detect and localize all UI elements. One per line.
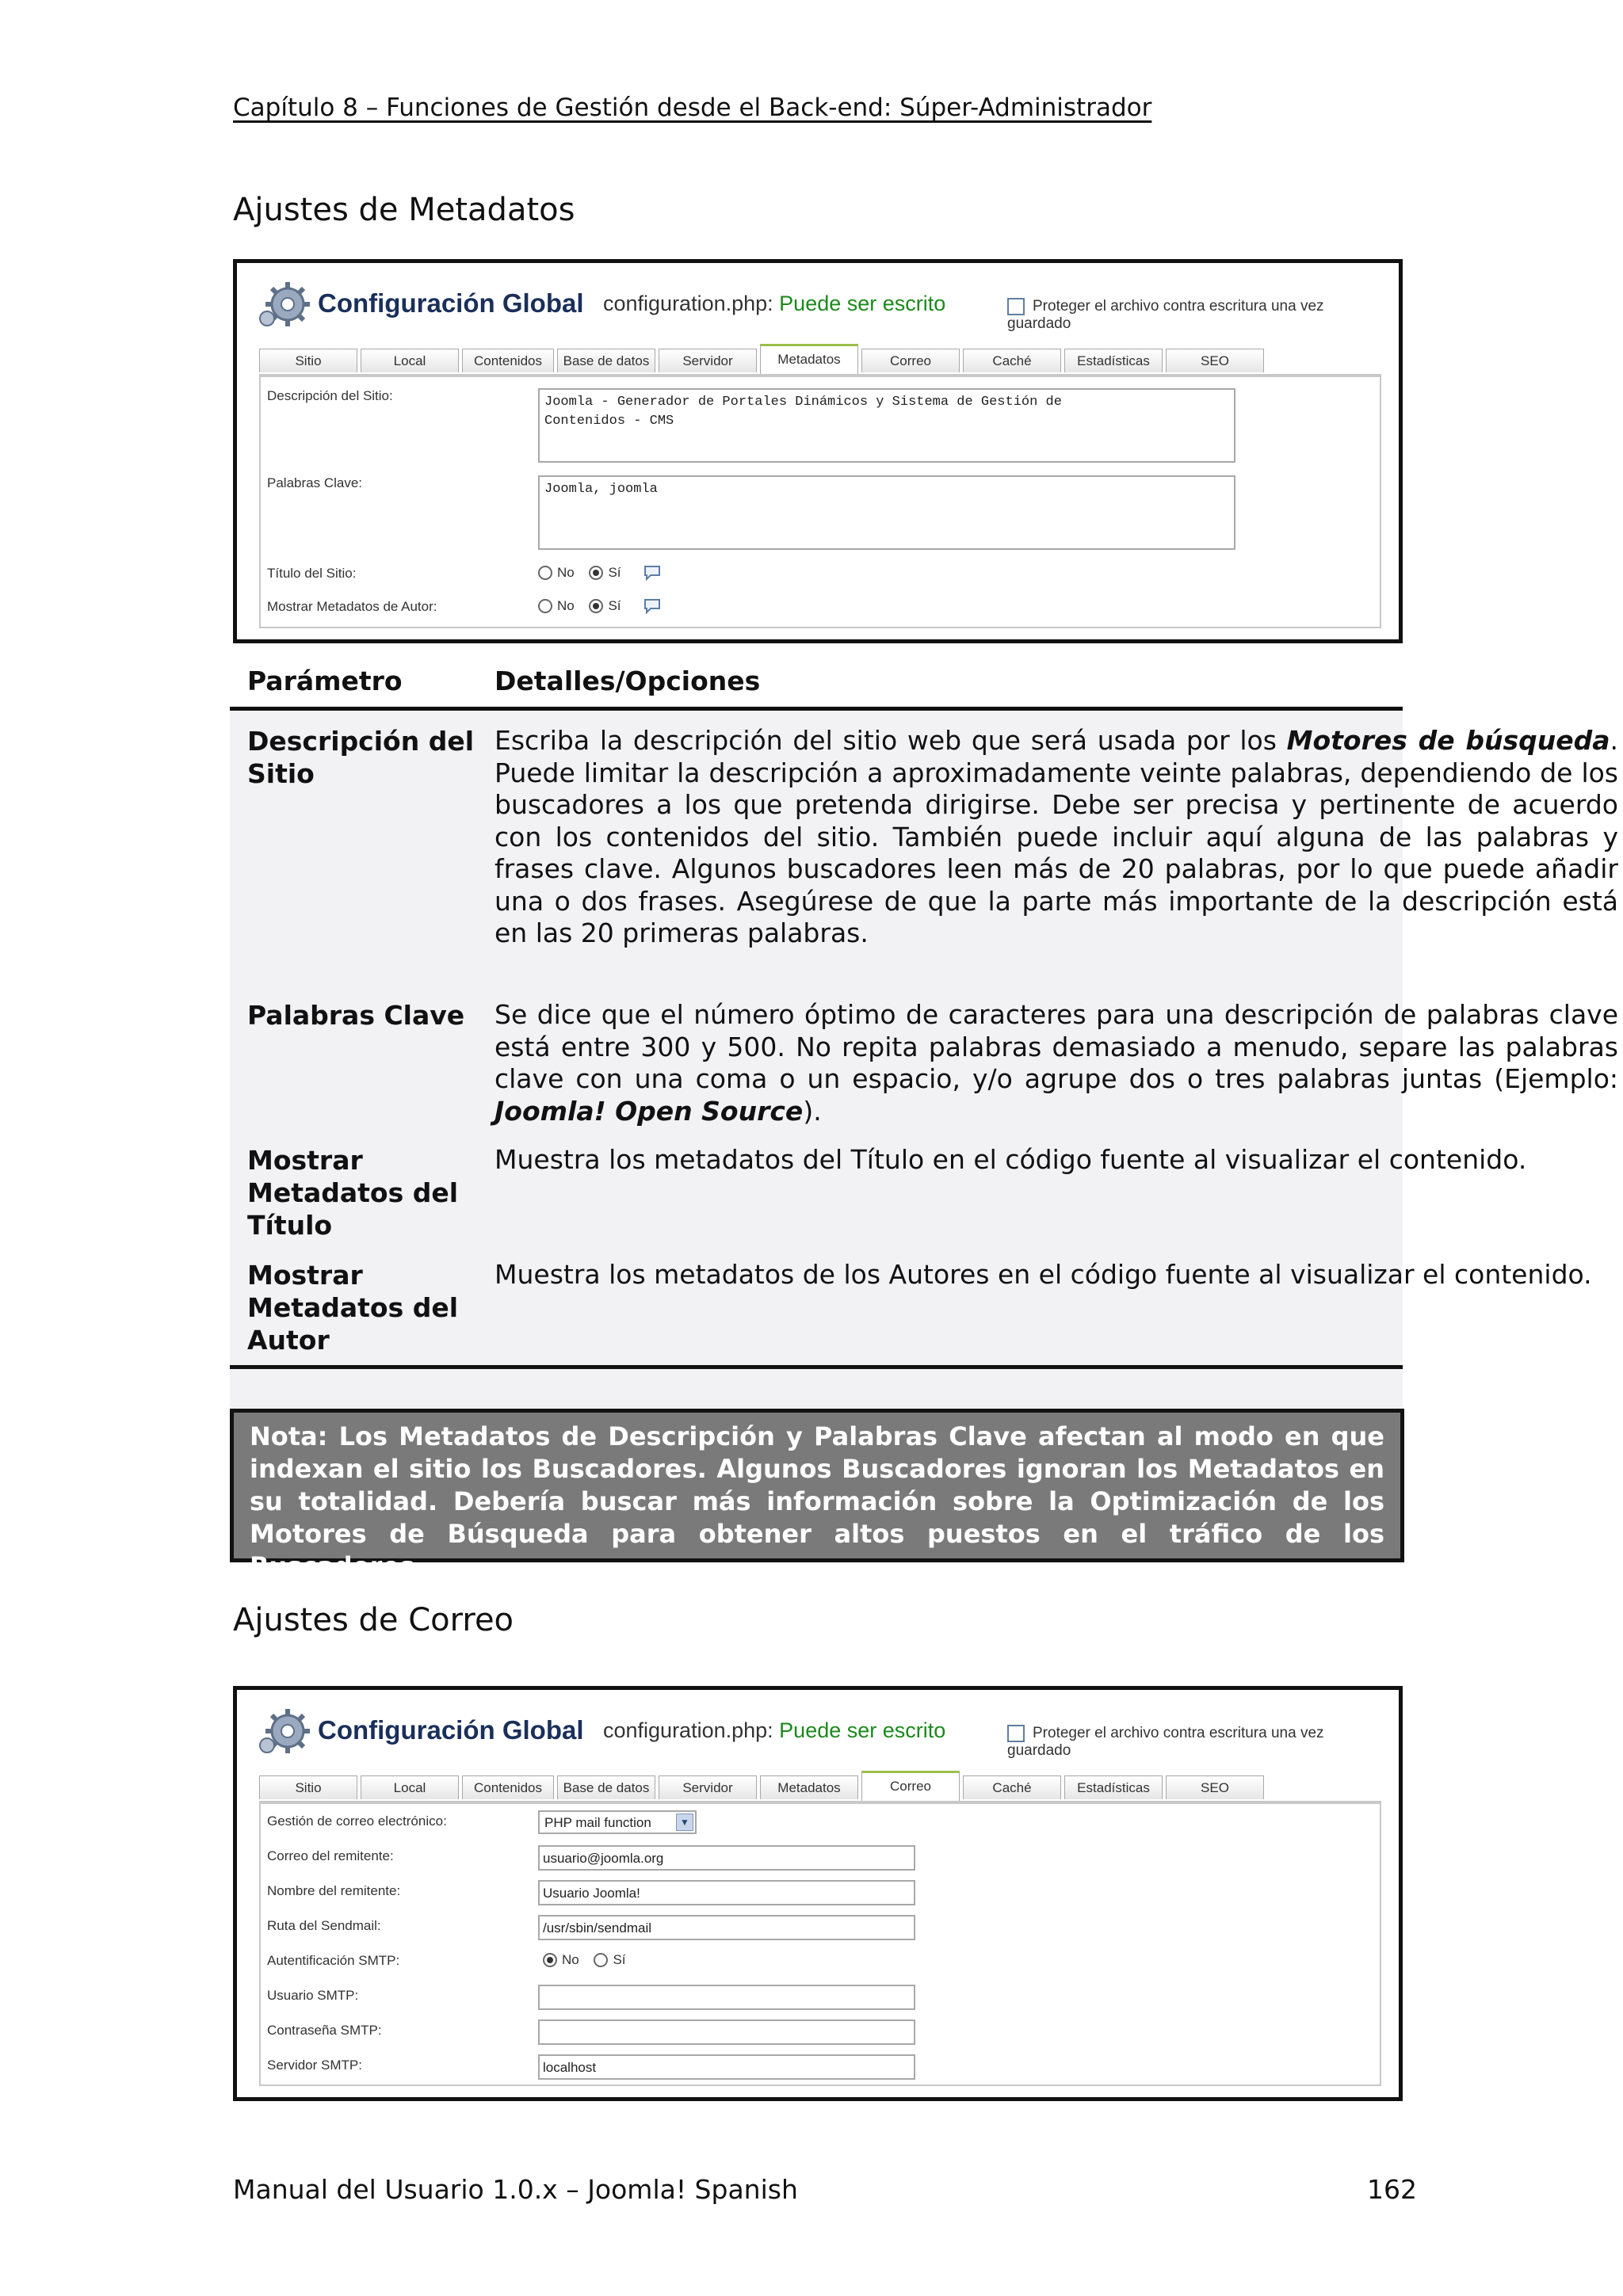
tab-servidor[interactable]: Servidor bbox=[659, 1775, 757, 1799]
tab-base-de-datos[interactable]: Base de datos bbox=[557, 1775, 655, 1799]
site-title-radio-group bbox=[538, 564, 661, 581]
col-param-header: Parámetro bbox=[247, 666, 403, 696]
from-label: Correo del remitente: bbox=[267, 1848, 394, 1863]
from-email-input[interactable]: usuario@joomla.org bbox=[538, 1845, 915, 1871]
mailer-select[interactable] bbox=[538, 1810, 697, 1834]
sendmail-input[interactable]: /usr/sbin/sendmail bbox=[538, 1915, 915, 1940]
config-header bbox=[254, 1701, 1381, 1764]
protect-checkbox[interactable] bbox=[1007, 1725, 1025, 1742]
protect-option[interactable] bbox=[1007, 1725, 1381, 1760]
table-header bbox=[230, 658, 1403, 711]
config-header bbox=[254, 274, 1381, 338]
radio-yes-label: Sí bbox=[613, 1951, 626, 1967]
show-author-radio-no[interactable] bbox=[538, 599, 552, 613]
param-name-line: Metadatos del bbox=[247, 1292, 459, 1323]
footer-title: Manual del Usuario 1.0.x – Joomla! Spanish bbox=[233, 2174, 798, 2205]
tab-cache[interactable]: Caché bbox=[963, 349, 1061, 372]
tab-estadisticas[interactable]: Estadísticas bbox=[1064, 349, 1163, 372]
param-name-line: Mostrar bbox=[247, 1260, 363, 1291]
smtpauth-radio-yes[interactable] bbox=[594, 1953, 608, 1967]
tab-metadatos[interactable]: Metadatos bbox=[760, 344, 858, 374]
tab-estadisticas[interactable]: Estadísticas bbox=[1064, 1775, 1163, 1799]
desc-emphasis: Motores de búsqueda bbox=[1286, 725, 1610, 756]
desc-text: Escriba la descripción del sitio web que será usada por los bbox=[495, 725, 1287, 756]
site-description-line2: Contenidos - CMS bbox=[544, 414, 674, 429]
param-name bbox=[247, 1144, 477, 1241]
param-name bbox=[247, 1259, 477, 1356]
desc-text: Muestra los metadatos de los Autores en el código fuente al visualizar el contenido. bbox=[495, 1259, 1592, 1290]
radio-yes-label: Sí bbox=[608, 597, 621, 613]
tab-seo[interactable]: SEO bbox=[1166, 349, 1264, 372]
fromname-label: Nombre del remitente: bbox=[267, 1883, 401, 1898]
smtpauth-label: Autentificación SMTP: bbox=[267, 1953, 400, 1968]
gear-icon bbox=[256, 277, 313, 334]
tab-contenidos[interactable]: Contenidos bbox=[462, 1775, 554, 1799]
fromname-input[interactable]: Usuario Joomla! bbox=[538, 1880, 915, 1905]
desc-text: Muestra los metadatos del Título en el código fuente al visualizar el contenido. bbox=[495, 1144, 1527, 1175]
tab-sitio[interactable]: Sitio bbox=[259, 1775, 357, 1799]
smtpuser-input[interactable] bbox=[538, 1985, 915, 2010]
mail-panel bbox=[259, 1802, 1381, 2086]
tab-correo[interactable]: Correo bbox=[861, 1771, 960, 1801]
screenshot-mail-settings bbox=[233, 1686, 1403, 2101]
config-tabs bbox=[259, 347, 1381, 376]
radio-no-label: No bbox=[557, 564, 575, 580]
show-author-label: Mostrar Metadatos de Autor: bbox=[267, 599, 437, 614]
smtphost-label: Servidor SMTP: bbox=[267, 2058, 362, 2073]
smtphost-input[interactable]: localhost bbox=[538, 2054, 915, 2080]
file-label: configuration.php: bbox=[603, 1718, 773, 1742]
keywords-label: Palabras Clave: bbox=[267, 475, 363, 490]
param-description bbox=[495, 725, 1618, 950]
table-body bbox=[230, 711, 1618, 1503]
tab-base-de-datos[interactable]: Base de datos bbox=[557, 349, 655, 372]
param-name-line: Descripción del bbox=[247, 726, 475, 757]
tab-contenidos[interactable]: Contenidos bbox=[462, 349, 554, 372]
config-file-status bbox=[603, 292, 945, 316]
radio-yes-label: Sí bbox=[608, 564, 621, 580]
tab-cache[interactable]: Caché bbox=[963, 1775, 1061, 1799]
param-name-line: Título bbox=[247, 1210, 333, 1241]
param-name-line: Metadatos del bbox=[247, 1177, 459, 1208]
desc-text: Se dice que el número óptimo de caracteres para una descripción de palabras clave está entre 300 y 500. No repita palabras demasiado a menudo, separe las palabras clave con una coma o un espacio, y/o agrupe dos o tres palabras juntas (Ejemplo: bbox=[495, 999, 1618, 1094]
running-head: Capítulo 8 – Funciones de Gestión desde el Back-end: Súper-Administrador bbox=[233, 93, 1152, 122]
protect-label: Proteger el archivo contra escritura una vez guardado bbox=[1007, 298, 1324, 333]
protect-checkbox[interactable] bbox=[1007, 298, 1025, 315]
desc-text: ). bbox=[803, 1095, 822, 1127]
smtpauth-radio-no[interactable] bbox=[543, 1953, 557, 1967]
radio-no-label: No bbox=[562, 1951, 579, 1967]
keywords-value: Joomla, joomla bbox=[544, 482, 658, 497]
section-heading-mail: Ajustes de Correo bbox=[233, 1602, 514, 1638]
show-author-radio-group bbox=[538, 597, 661, 614]
param-description bbox=[495, 1259, 1618, 1291]
param-name-line: Autor bbox=[247, 1325, 330, 1356]
param-name-line: Sitio bbox=[247, 758, 315, 789]
tab-seo[interactable]: SEO bbox=[1166, 1775, 1264, 1799]
param-name-line: Palabras Clave bbox=[247, 1000, 465, 1031]
gear-icon bbox=[256, 1704, 313, 1761]
site-title-radio-no[interactable] bbox=[538, 566, 552, 580]
param-description bbox=[495, 999, 1618, 1127]
tooltip-icon[interactable] bbox=[643, 565, 661, 581]
note-box: Nota: Los Metadatos de Descripción y Palabras Clave afectan al modo en que indexan el sitio los Buscadores. Algunos Buscadores ignoran los Metadatos en su totalidad. Debería buscar más información sobre la Optimización de los Motores de Búsqueda para obtener altos puestos en el tráfico de los Buscadores. bbox=[230, 1409, 1404, 1562]
table-bottom-rule bbox=[230, 1365, 1403, 1369]
smtpauth-radio-group bbox=[543, 1951, 637, 1968]
section-heading-metadata: Ajustes de Metadatos bbox=[233, 192, 575, 228]
protect-label: Proteger el archivo contra escritura una vez guardado bbox=[1007, 1725, 1324, 1760]
tab-servidor[interactable]: Servidor bbox=[659, 349, 757, 372]
param-description bbox=[495, 1144, 1618, 1177]
param-name bbox=[247, 999, 477, 1032]
chevron-down-icon[interactable]: ▼ bbox=[676, 1814, 693, 1831]
param-name bbox=[247, 725, 477, 790]
tab-correo[interactable]: Correo bbox=[861, 349, 960, 372]
file-label: configuration.php: bbox=[603, 292, 773, 315]
file-status: Puede ser escrito bbox=[779, 292, 946, 315]
smtpuser-label: Usuario SMTP: bbox=[267, 1988, 359, 2003]
site-description-label: Descripción del Sitio: bbox=[267, 388, 393, 403]
tab-local[interactable]: Local bbox=[361, 1775, 459, 1799]
config-file-status bbox=[603, 1718, 945, 1743]
tab-local[interactable]: Local bbox=[361, 349, 459, 372]
radio-no-label: No bbox=[557, 597, 575, 613]
config-tabs bbox=[259, 1774, 1381, 1802]
page-number: 162 bbox=[1367, 2174, 1417, 2205]
site-title-radio-yes[interactable] bbox=[589, 566, 603, 580]
desc-text: . Puede limitar la descripción a aproximadamente veinte palabras, dependiendo de los buscadores a los que pretenda dirigirse. Debe ser precisa y pertinente de acuerdo con los contenidos del sitio. También puede incluir aquí alguna de las palabras y frases clave. Algunos buscadores leen más de 20 palabras, por lo que puede añadir una o dos frases. Asegúrese de que la parte más importante de la descripción está en las 20 primeras palabras. bbox=[495, 725, 1618, 948]
file-status: Puede ser escrito bbox=[779, 1718, 946, 1742]
show-author-radio-yes[interactable] bbox=[589, 599, 603, 613]
site-description-textarea[interactable] bbox=[538, 388, 1235, 463]
tab-sitio[interactable]: Sitio bbox=[259, 349, 357, 372]
site-description-line1: Joomla - Generador de Portales Dinámicos y Sistema de Gestión de bbox=[544, 395, 1062, 410]
tooltip-icon[interactable] bbox=[643, 598, 661, 614]
mailer-label: Gestión de correo electrónico: bbox=[267, 1814, 447, 1829]
screenshot-metadata-settings bbox=[233, 259, 1403, 643]
smtppass-input[interactable] bbox=[538, 2019, 915, 2045]
sendmail-label: Ruta del Sendmail: bbox=[267, 1918, 381, 1933]
mailer-value: PHP mail function bbox=[544, 1815, 651, 1830]
tab-metadatos[interactable]: Metadatos bbox=[760, 1775, 858, 1799]
protect-option[interactable] bbox=[1007, 298, 1381, 333]
site-title-label: Título del Sitio: bbox=[267, 566, 357, 581]
desc-emphasis: Joomla! Open Source bbox=[495, 1095, 804, 1127]
smtppass-label: Contraseña SMTP: bbox=[267, 2023, 382, 2038]
metadata-panel bbox=[259, 376, 1381, 628]
config-title: Configuración Global bbox=[318, 1715, 584, 1745]
config-title: Configuración Global bbox=[318, 288, 584, 318]
col-details-header: Detalles/Opciones bbox=[495, 666, 761, 696]
param-name-line: Mostrar bbox=[247, 1145, 363, 1176]
keywords-textarea[interactable] bbox=[538, 475, 1235, 550]
